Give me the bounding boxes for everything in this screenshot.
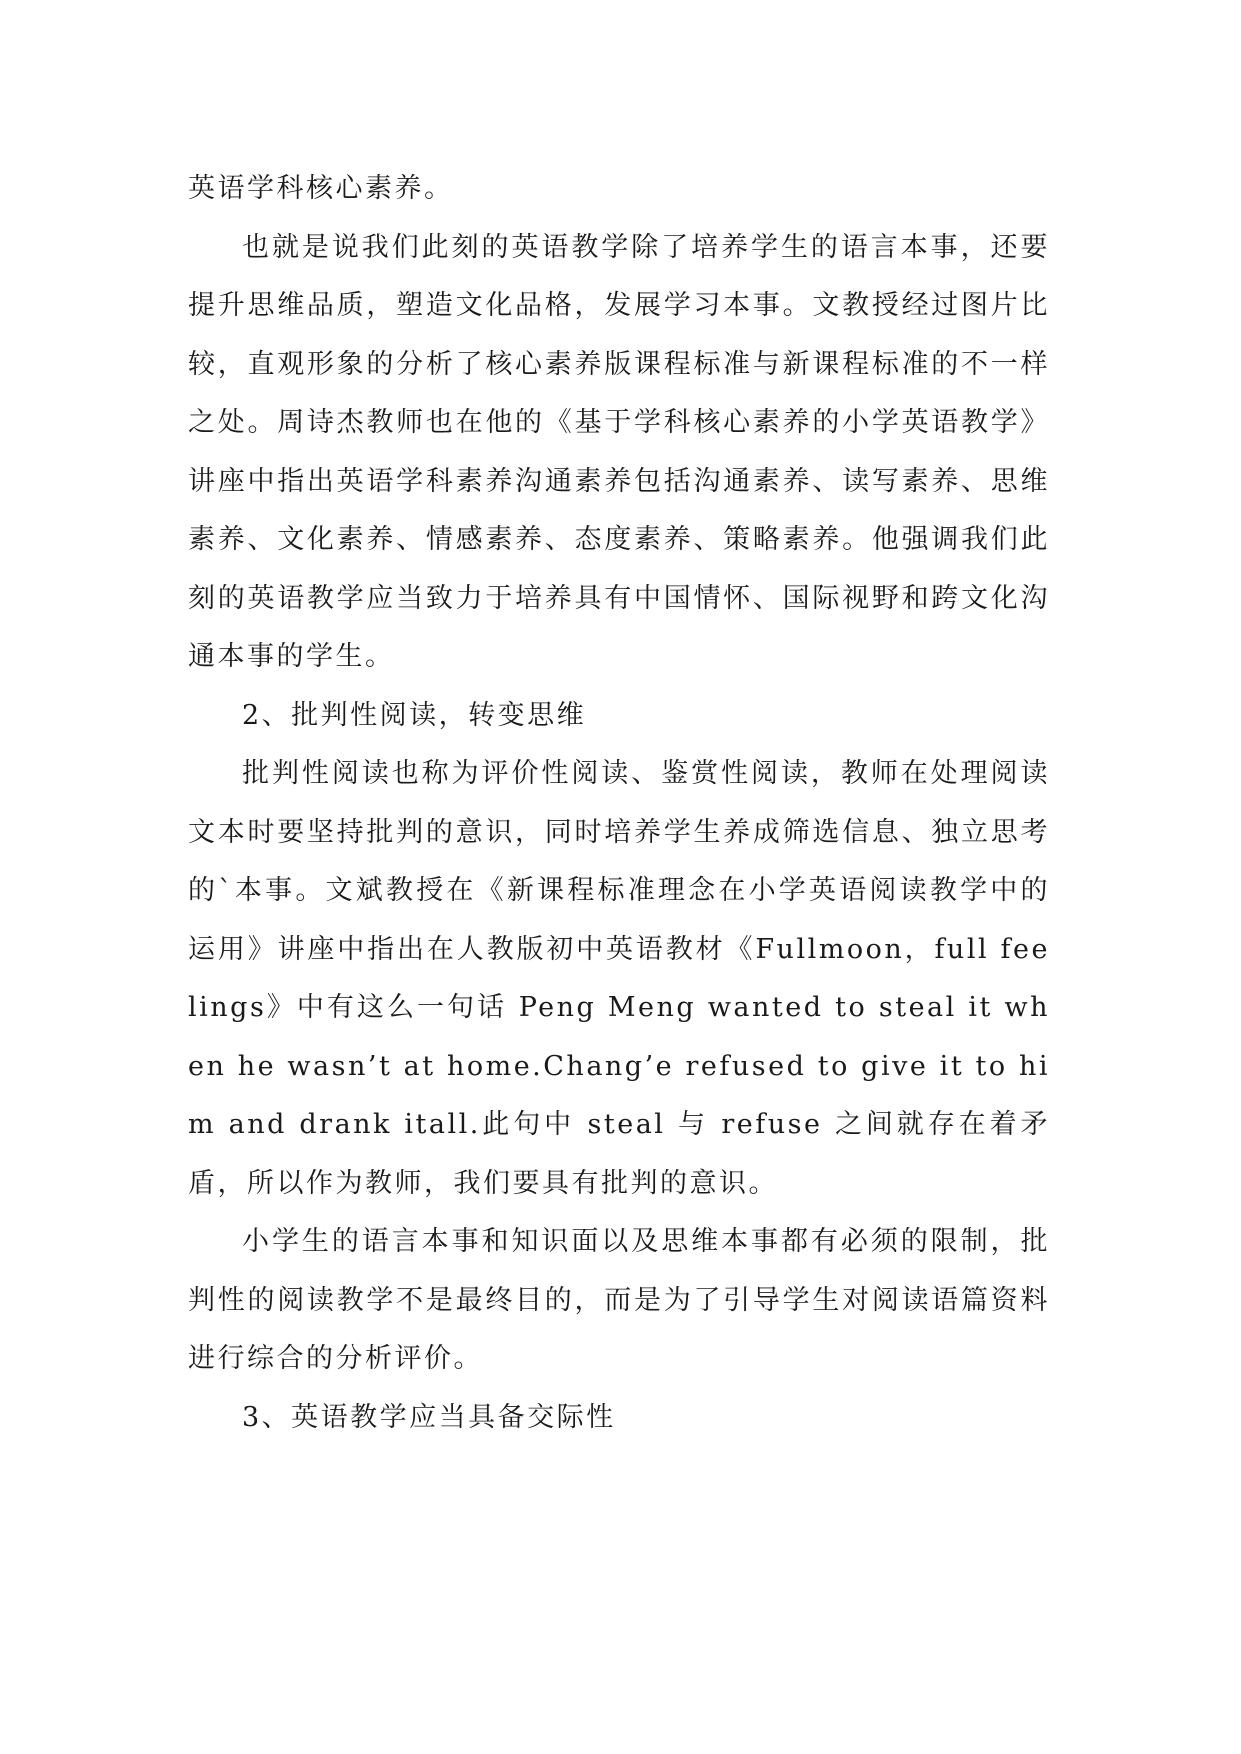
paragraph-english-teaching-goals: 也就是说我们此刻的英语教学除了培养学生的语言本事，还要提升思维品质，塑造文化品格，发展学习本事。文教授经过图片比较，直观形象的分析了核心素养版课程标准与新课程标准的不一样之处。周诗杰教师也在他的《基于学科核心素养的小学英语教学》讲座中指出英语学科素养沟通素养包括沟通素养、读写素养、思维素养、文化素养、情感素养、态度素养、策略素养。他强调我们此刻的英语教学应当致力于培养具有中国情怀、国际视野和跨文化沟通本事的学生。: [188, 231, 1050, 672]
paragraph-critical-reading: 批判性阅读也称为评价性阅读、鉴赏性阅读，教师在处理阅读文本时要坚持批判的意识，同时培养学生养成筛选信息、独立思考的`本事。文斌教授在《新课程标准理念在小学英语阅读教学中的运用》讲座中指出在人教版初中英语教材《Fullmoon，full feelings》中有这么一句话 Peng Meng wanted to steal it when he wasn’t at home.Chang’e refused to give it to him and drank itall.此句中 steal 与 refuse 之间就存在着矛盾，所以作为教师，我们要具有批判的意识。: [188, 758, 1050, 1199]
paragraph-student-limitations: 小学生的语言本事和知识面以及思维本事都有必须的限制，批判性的阅读教学不是最终目的，而是为了引导学生对阅读语篇资料进行综合的分析评价。: [188, 1226, 1050, 1374]
section-heading-communicative-teaching: 3、英语教学应当具备交际性: [242, 1401, 616, 1433]
paragraph-core-literacy-end: 英语学科核心素养。: [188, 173, 454, 204]
document-page: [188, 160, 1050, 1447]
section-heading-critical-reading: 2、批判性阅读，转变思维: [242, 699, 587, 731]
